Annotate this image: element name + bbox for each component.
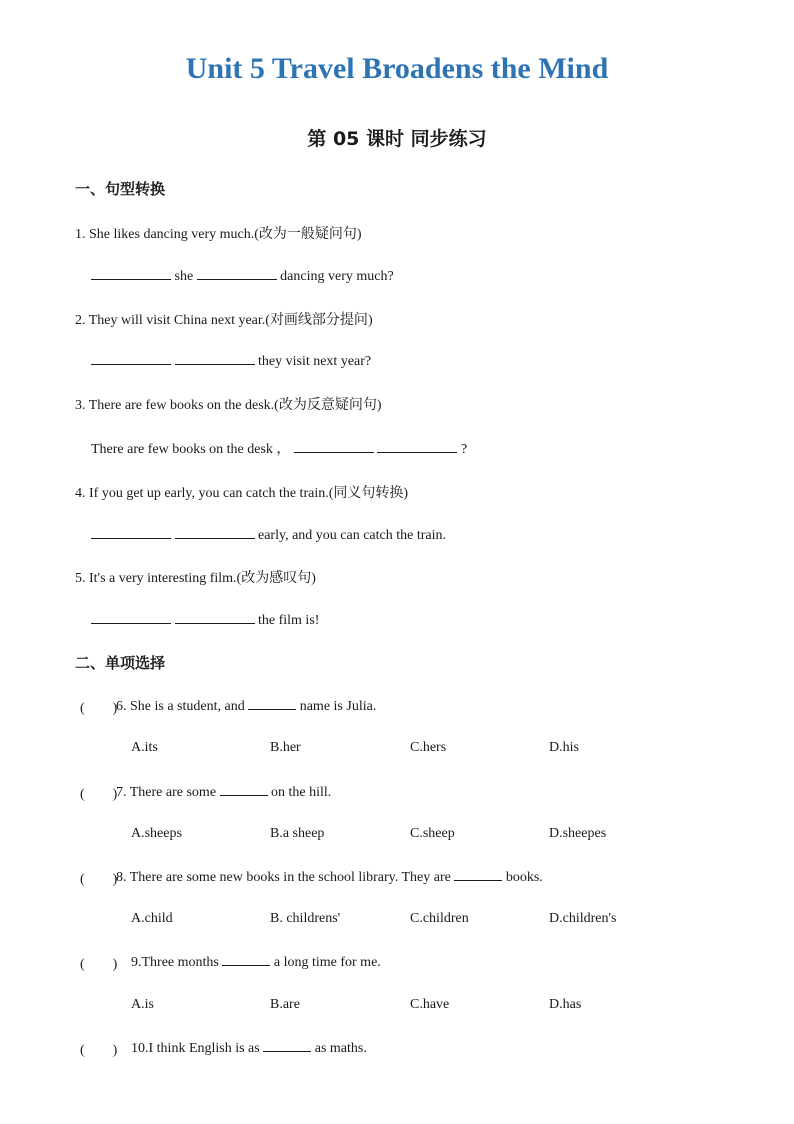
option-c[interactable]: C.children [410, 911, 469, 926]
answer-blank[interactable] [222, 953, 270, 966]
answer-paren[interactable]: ( ) [80, 957, 118, 972]
answer-blank[interactable] [175, 352, 255, 365]
option-b[interactable]: B.are [270, 997, 300, 1012]
option-a[interactable]: A.is [131, 997, 154, 1012]
answer-paren[interactable]: ( ) [80, 872, 118, 887]
option-a[interactable]: A.child [131, 911, 173, 926]
choice-question-8: 8. There are some new books in the school library. They are books. [116, 870, 543, 885]
question-2: 2. They will visit China next year.(对画线部分提问) [75, 312, 373, 328]
option-d[interactable]: D.has [549, 997, 582, 1012]
answer-line-1: she dancing very much? [91, 267, 394, 285]
section-heading-sentence-transform: 一、句型转换 [75, 180, 166, 198]
option-c[interactable]: C.hers [410, 740, 447, 755]
choice-question-6: 6. She is a student, and name is Julia. [116, 699, 377, 714]
option-a[interactable]: A.its [131, 740, 158, 755]
choice-question-10: 10.I think English is as as maths. [131, 1041, 367, 1056]
question-3: 3. There are few books on the desk.(改为反意疑问句) [75, 397, 382, 413]
answer-paren[interactable]: ( ) [80, 787, 118, 802]
answer-paren[interactable]: ( ) [80, 1043, 118, 1058]
answer-blank[interactable] [91, 267, 171, 280]
answer-blank[interactable] [263, 1039, 311, 1052]
question-5: 5. It's a very interesting film.(改为感叹句) [75, 570, 316, 586]
answer-line-5: the film is! [91, 611, 319, 629]
choice-question-7: 7. There are some on the hill. [116, 785, 332, 800]
answer-blank[interactable] [248, 697, 296, 710]
answer-paren[interactable]: ( ) [80, 701, 118, 716]
question-4: 4. If you get up early, you can catch the train.(同义句转换) [75, 485, 409, 501]
answer-blank[interactable] [175, 526, 255, 539]
question-1: 1. She likes dancing very much.(改为一般疑问句) [75, 226, 362, 242]
option-c[interactable]: C.have [410, 997, 450, 1012]
answer-blank[interactable] [220, 783, 268, 796]
option-d[interactable]: D.children's [549, 911, 617, 926]
answer-blank[interactable] [91, 352, 171, 365]
option-b[interactable]: B.a sheep [270, 826, 325, 841]
option-b[interactable]: B.her [270, 740, 301, 755]
option-d[interactable]: D.his [549, 740, 579, 755]
option-d[interactable]: D.sheepes [549, 826, 607, 841]
answer-line-2: they visit next year? [91, 352, 371, 370]
option-a[interactable]: A.sheeps [131, 826, 182, 841]
answer-blank[interactable] [294, 440, 374, 453]
document-title: Unit 5 Travel Broadens the Mind [185, 52, 609, 85]
answer-blank[interactable] [91, 611, 171, 624]
answer-line-4: early, and you can catch the train. [91, 526, 446, 544]
answer-line-3: There are few books on the desk ， ? [91, 442, 468, 457]
answer-blank[interactable] [91, 526, 171, 539]
option-b[interactable]: B. childrens' [270, 911, 341, 926]
lesson-subtitle: 第 05 课时 同步练习 [307, 128, 487, 150]
option-c[interactable]: C.sheep [410, 826, 455, 841]
answer-blank[interactable] [175, 611, 255, 624]
answer-blank[interactable] [454, 868, 502, 881]
section-heading-multiple-choice: 二、单项选择 [75, 654, 166, 672]
choice-question-9: 9.Three months a long time for me. [131, 955, 381, 970]
answer-blank[interactable] [377, 440, 457, 453]
answer-blank[interactable] [197, 267, 277, 280]
